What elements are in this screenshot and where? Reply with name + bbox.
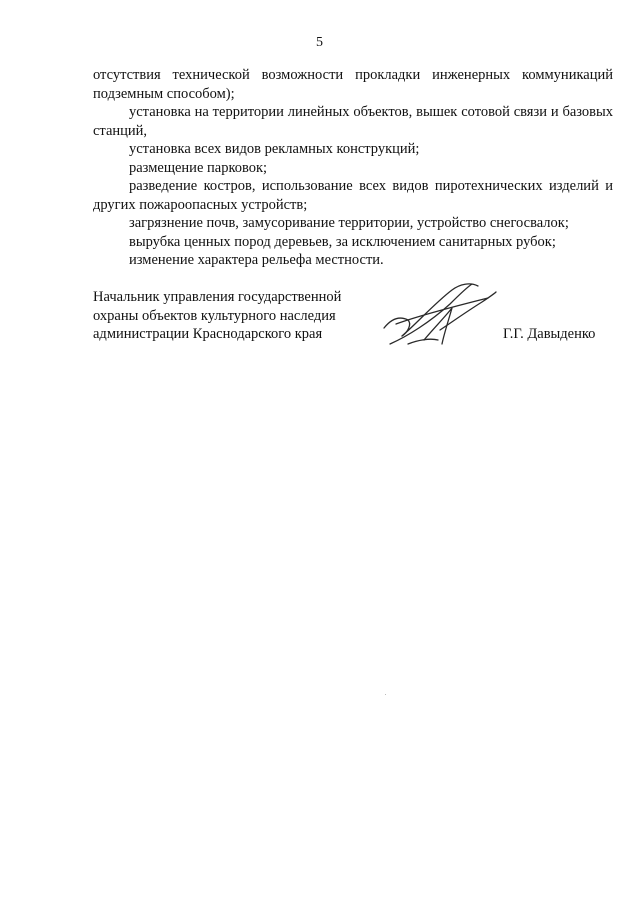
paragraph: установка всех видов рекламных конструкций; bbox=[129, 141, 420, 157]
paragraph: отсутствия технической возможности прокладки инженерных коммуникаций подземным способом); bbox=[93, 67, 613, 102]
handwritten-signature bbox=[378, 278, 498, 350]
paragraph: вырубка ценных пород деревьев, за исключением санитарных рубок; bbox=[129, 233, 556, 250]
paragraph: загрязнение почв, замусоривание территории, устройство снегосвалок; bbox=[129, 215, 569, 231]
position-line: Начальник управления государственной bbox=[93, 289, 342, 305]
body-text bbox=[93, 66, 613, 270]
paragraph: разведение костров, использование всех видов пиротехнических изделий и других пожароопасных устройств; bbox=[93, 178, 613, 213]
paragraph: установка на территории линейных объектов, вышек сотовой связи и базовых станций, bbox=[93, 104, 613, 139]
position-line: администрации Краснодарского края bbox=[93, 326, 323, 342]
signatory-position bbox=[93, 288, 341, 344]
signatory-name: Г.Г. Давыденко bbox=[503, 326, 596, 342]
paragraph: размещение парковок; bbox=[129, 159, 268, 176]
page-number: 5 bbox=[316, 35, 323, 50]
position-line: охраны объектов культурного наследия bbox=[93, 307, 336, 324]
scan-artifact bbox=[385, 694, 386, 695]
paragraph: изменение характера рельефа местности. bbox=[129, 252, 384, 268]
